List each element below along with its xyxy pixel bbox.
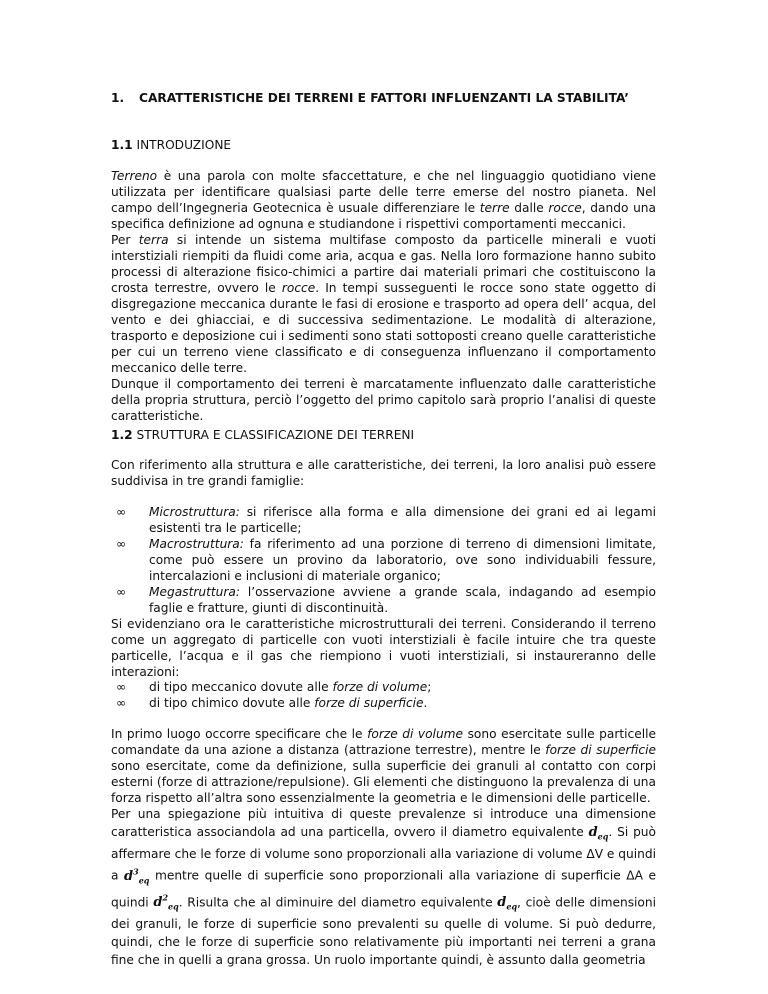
equation-deq3 xyxy=(124,866,150,886)
text: è una parola con molte sfaccettature, e che nel linguaggio quotidiano viene utilizzata per identificare qualsiasi parte delle terre emerse del nostro pianeta. Nel campo dell’Ingegneria Geotecnica è usuale differenziare le xyxy=(111,169,656,215)
math-symbol: d xyxy=(153,895,163,911)
list-text: di tipo chimico dovute alle xyxy=(149,696,315,710)
math-symbol: d xyxy=(497,895,507,911)
paragraph xyxy=(111,806,656,969)
paragraph xyxy=(111,726,656,806)
paragraph: Con riferimento alla struttura e alle caratteristiche, dei terreni, la loro analisi può essere suddivisa in tre grandi famiglie: xyxy=(111,458,656,488)
term: forze di superficie xyxy=(545,743,656,757)
text: . Risulta che al diminuire del diametro equivalente xyxy=(178,895,498,910)
list-text: fa riferimento ad una porzione di terreno di dimensioni limitate, come può essere un provino da laboratorio, ove sono individuabili fessure, intercalazioni e inclusioni di materiale organico; xyxy=(149,537,656,583)
list-text: . xyxy=(423,696,428,710)
list-text: si riferisce alla forma e alla dimensione dei grani ed ai legami esistenti tra le particelle; xyxy=(149,505,656,535)
list-term: forze di superficie xyxy=(314,696,424,710)
term: forze di volume xyxy=(367,727,464,741)
equation-deq2 xyxy=(153,892,179,912)
list-item xyxy=(116,536,656,584)
microstruttura-paragraph xyxy=(111,616,656,680)
text: dalle xyxy=(509,201,549,215)
text: . Si può affermare che le forze di volume sono proporzionali alla variazione di volume ΔV e quindi a xyxy=(111,824,656,883)
chapter-number: 1. xyxy=(111,91,125,105)
math-symbol: d xyxy=(588,824,598,840)
infinity-bullet-icon: ∞ xyxy=(116,537,127,551)
text: sono esercitate, come da definizione, sulla superficie dei granuli al contatto con corpi esterni (forze di attrazione/repulsione). Gli elementi che distinguono la prevalenza di una forza rispetto all’altra sono essenzialmente la geometria e le dimensioni delle particelle. xyxy=(111,759,656,805)
math-exponent: 2 xyxy=(162,892,169,903)
list-item xyxy=(116,504,656,536)
forces-list xyxy=(111,679,656,711)
math-subscript: eq xyxy=(506,901,518,912)
chapter-title: CARATTERISTICHE DEI TERRENI E FATTORI INFLUENZANTI LA STABILITA’ xyxy=(139,91,629,105)
section-heading-1-2 xyxy=(111,428,414,442)
list-item xyxy=(116,679,656,695)
infinity-bullet-icon: ∞ xyxy=(116,585,127,599)
list-term: Macrostruttura: xyxy=(149,537,244,551)
equation-deq xyxy=(497,895,517,910)
section-heading-1-1 xyxy=(111,138,231,152)
section-number: 1.2 xyxy=(111,428,133,442)
term-rocce: rocce xyxy=(281,281,316,295)
text: Per una spiegazione più intuitiva di queste prevalenze si introduce una dimensione caratteristica associandola ad una particella, ovvero il diametro equivalente xyxy=(111,807,656,839)
section-number: 1.1 xyxy=(111,138,133,152)
chapter-heading xyxy=(111,91,629,105)
section-title: STRUTTURA E CLASSIFICAZIONE DEI TERRENI xyxy=(136,428,415,442)
text: In primo luogo occorre specificare che le xyxy=(111,727,368,741)
intro-paragraph: Dunque il comportamento dei terreni è marcatamente influenzato dalle caratteristiche della propria struttura, perciò l’oggetto del primo capitolo sarà proprio l’analisi di queste caratteristiche. xyxy=(111,377,656,423)
list-term: Microstruttura: xyxy=(149,505,240,519)
list-item xyxy=(116,584,656,616)
infinity-bullet-icon: ∞ xyxy=(116,680,127,694)
term-terreno: Terreno xyxy=(111,169,158,183)
list-term: forze di volume xyxy=(332,680,428,694)
intro-paragraph xyxy=(111,168,656,232)
text: si intende un sistema multifase composto da particelle minerali e vuoti interstiziali riempiti da fluidi come aria, acqua e gas. Nella loro formazione hanno subito processi di alterazione fisico-chimici a partire dai materiali primari che costituiscono la crosta terrestre, ovvero le xyxy=(111,233,656,295)
text: . In tempi susseguenti le rocce sono state oggetto di disgregazione meccanica durante le fasi di erosione e trasporto ad opera dell’ acqua, del vento e dei ghiacciai, e di successiva sedimentazione. Le modalità di alterazione, trasporto e deposizione cui i sedimenti sono stati sottoposti creano quelle caratteristiche per cui un terreno viene classificato e di conseguenza influenzano il comportamento meccanico delle terre. xyxy=(111,281,656,375)
term-rocce: rocce xyxy=(548,201,582,215)
list-text: di tipo meccanico dovute alle xyxy=(149,680,333,694)
math-subscript: eq xyxy=(168,901,179,912)
struttura-intro xyxy=(111,457,656,489)
math-subscript: eq xyxy=(597,831,609,842)
list-term: Megastruttura: xyxy=(149,585,240,599)
section-title: INTRODUZIONE xyxy=(136,138,232,152)
text: , cioè delle dimensioni dei granuli, le forze di superficie sono prevalenti su quelle di volume. Si può dedurre, quindi, che le forze di superficie sono relativamente più importanti nei terreni a grana fine che in quelli a grana grossa. Un ruolo importante quindi, è assunto dalla geometria xyxy=(111,895,657,967)
text: Per xyxy=(111,233,139,247)
intro-paragraph xyxy=(111,232,656,376)
intro-text xyxy=(111,168,656,424)
math-subscript: eq xyxy=(138,875,150,886)
equation-deq xyxy=(589,825,609,840)
struttura-list xyxy=(111,504,656,616)
paragraph: Si evidenziano ora le caratteristiche microstrutturali dei terreni. Considerando il terreno come un aggregato di particelle con vuoti interstiziali è facile intuire che tra queste particelle, l’acqua e il gas che riempiono i vuoti interstiziali, si instaureranno delle interazioni: xyxy=(111,617,656,679)
list-item xyxy=(116,695,656,711)
forces-paragraph xyxy=(111,726,656,969)
text: , dando una specifica definizione ad ognuna e studiandone i rispettivi comportamenti meccanici. xyxy=(111,201,656,231)
list-text: l’osservazione avviene a grande scala, indagando ad esempio faglie e fratture, giunti di discontinuità. xyxy=(149,585,656,615)
math-exponent: 3 xyxy=(133,866,139,877)
text: sono esercitate sulle particelle comandate da una azione a distanza (attrazione terrestre), mentre le xyxy=(111,727,656,757)
term-terra: terra xyxy=(138,233,169,247)
infinity-bullet-icon: ∞ xyxy=(116,696,127,710)
term-terre: terre xyxy=(479,201,510,215)
text: mentre quelle di superficie sono proporzionali alla variazione di superficie ΔA e quindi xyxy=(111,868,656,910)
infinity-bullet-icon: ∞ xyxy=(116,505,127,519)
list-text: ; xyxy=(427,680,432,694)
math-symbol: d xyxy=(124,868,134,884)
